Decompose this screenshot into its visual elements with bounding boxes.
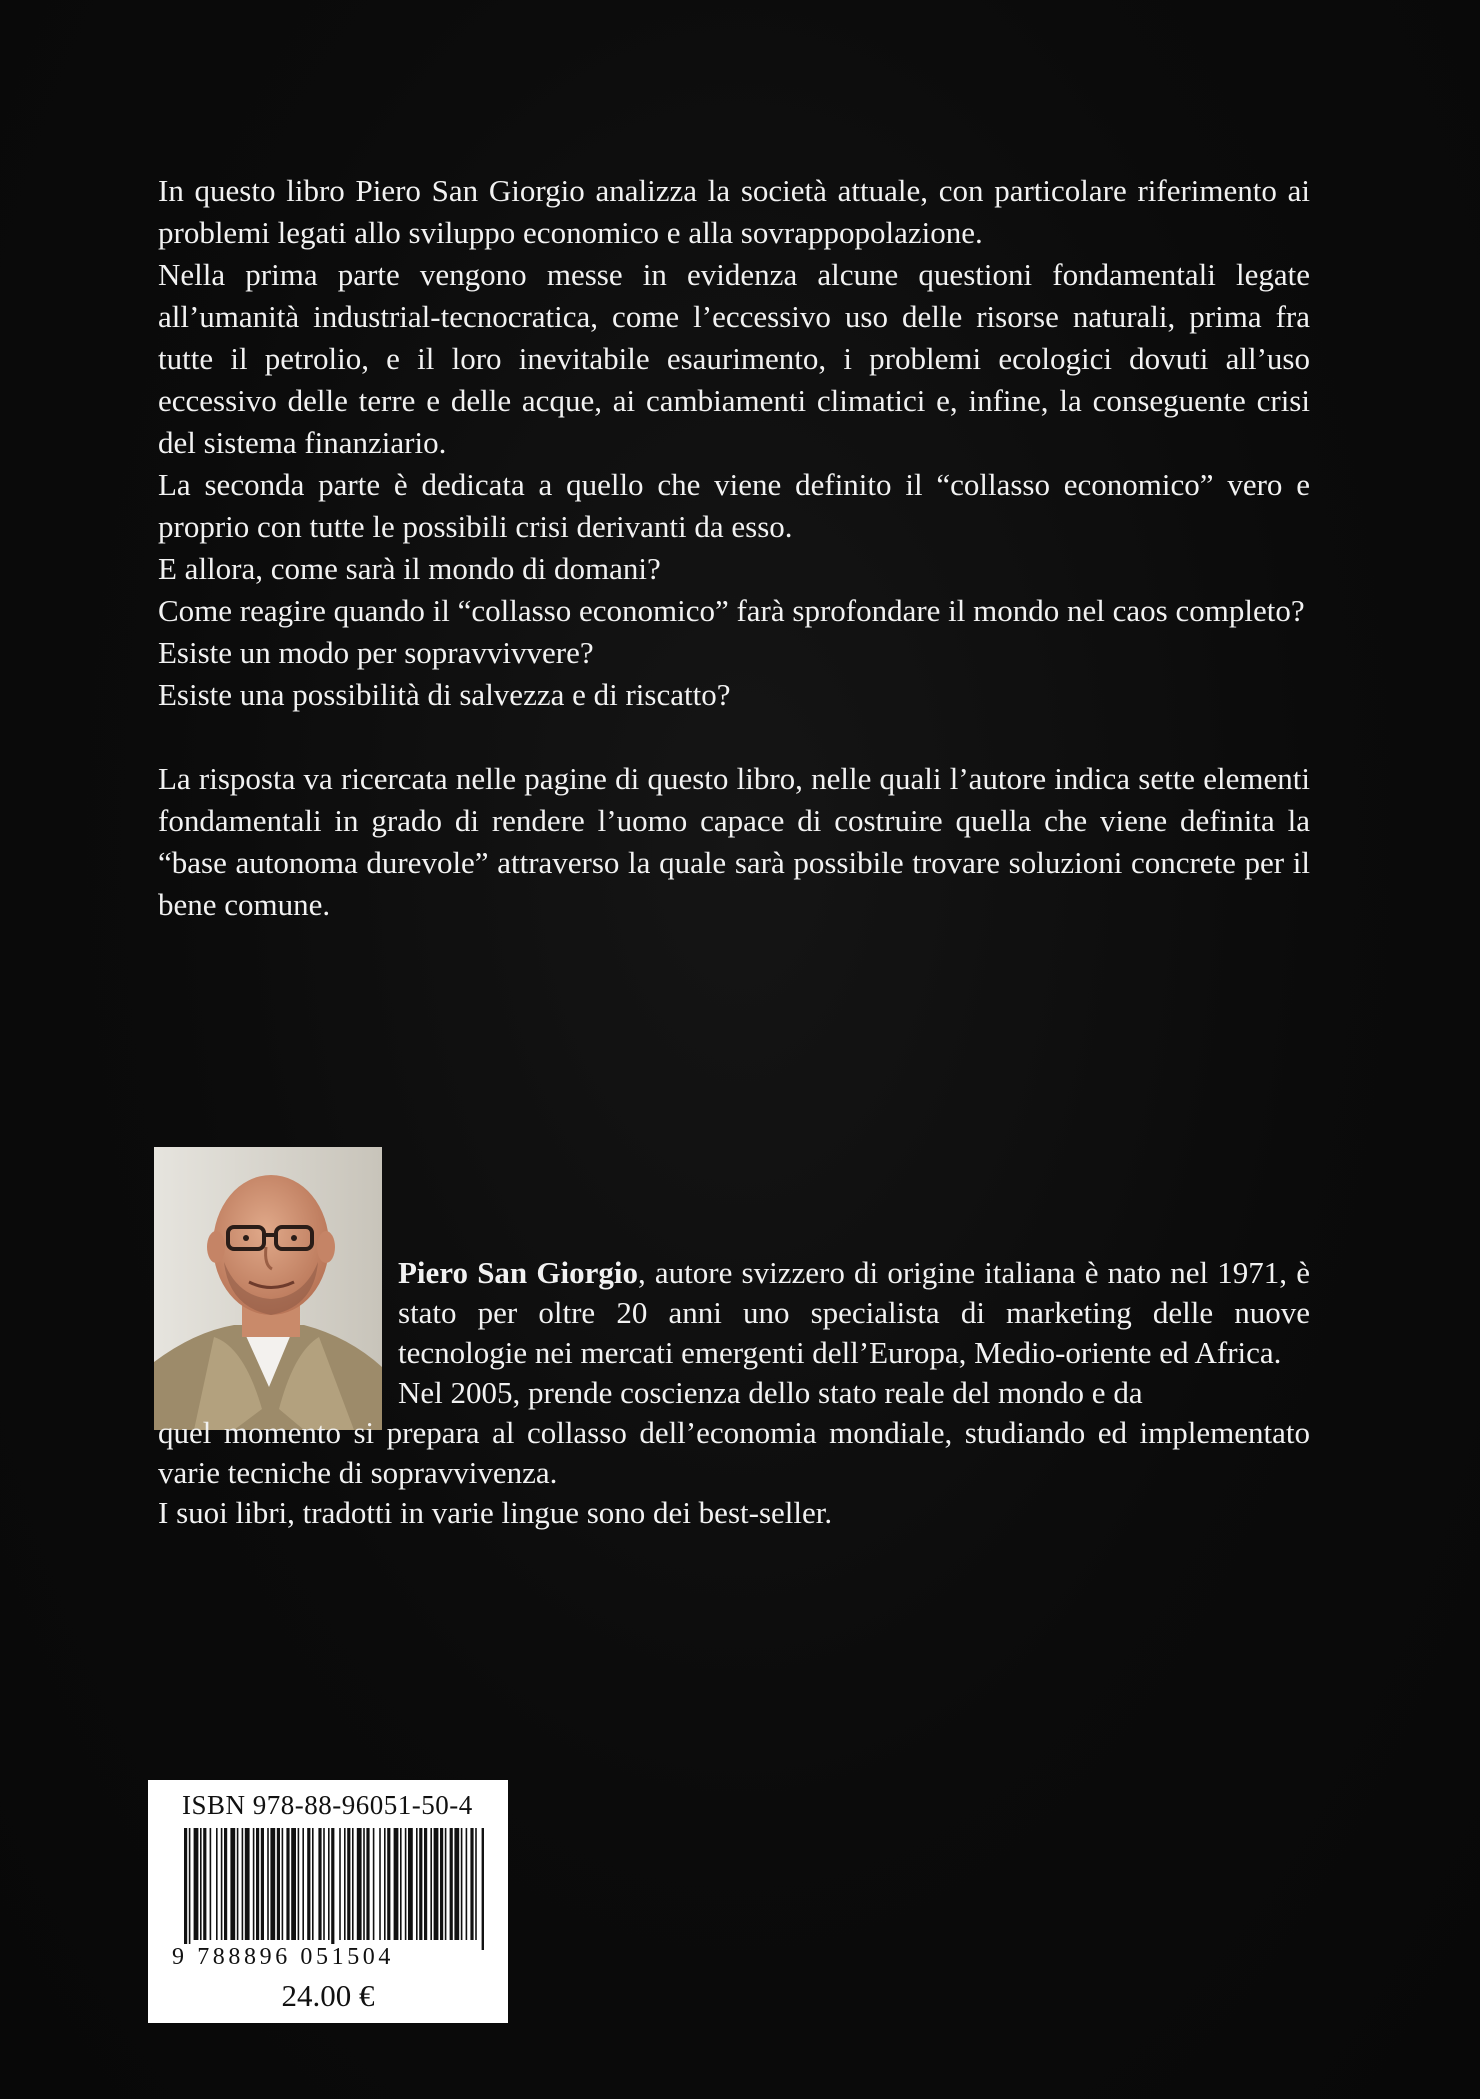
barcode-bar (466, 1828, 468, 1940)
barcode-bar (347, 1828, 350, 1940)
barcode-bar (405, 1828, 407, 1940)
barcode-bar (242, 1828, 244, 1940)
barcode-bar (416, 1828, 418, 1940)
barcode-bar (224, 1828, 227, 1940)
author-bio (158, 1253, 1310, 1533)
barcode-bar (286, 1828, 289, 1940)
barcode-bar (277, 1828, 280, 1940)
barcode-bar (261, 1828, 264, 1940)
barcode-bar (318, 1828, 321, 1940)
barcode-bar (470, 1828, 473, 1940)
barcode-bar (237, 1828, 239, 1940)
barcode-bar (328, 1828, 330, 1940)
author-bio-intro-text: , autore svizzero di origine italiana è nato nel 1971, è stato per oltre 20 anni uno specialista di marketing delle nuove tecnologie nei mercati emergenti dell’Europa, Medio-oriente ed Africa. (398, 1255, 1310, 1370)
barcode-label (148, 1780, 508, 2023)
synopsis-question: Esiste un modo per sopravvivvere? (158, 635, 594, 670)
barcode-bar (210, 1828, 212, 1940)
barcode-bar (482, 1828, 484, 1950)
barcode-bar (366, 1828, 369, 1940)
barcode-bar (302, 1828, 304, 1940)
barcode-bar (430, 1828, 432, 1940)
barcode-bar (291, 1828, 296, 1940)
barcode-bar (408, 1828, 413, 1940)
author-bio-line: Nel 2005, prende coscienza dello stato reale del mondo e da (398, 1375, 1143, 1410)
price-label: 24.00 € (281, 1978, 375, 2013)
barcode-bar (189, 1828, 191, 1950)
barcode-bar (384, 1828, 386, 1940)
barcode-bar (357, 1828, 362, 1940)
barcode-bar (379, 1828, 381, 1940)
barcode-bar (373, 1828, 375, 1940)
barcode-bar (461, 1828, 463, 1940)
barcode-bar (282, 1828, 284, 1940)
barcode-bar (253, 1828, 255, 1940)
barcode-bar (419, 1828, 422, 1940)
book-synopsis (158, 170, 1310, 926)
barcode-bar (475, 1828, 477, 1940)
barcode-bar (331, 1828, 334, 1950)
synopsis-question: Esiste una possibilità di salvezza e di riscatto? (158, 677, 731, 712)
author-bio-paragraph: quel momento si prepara al collasso dell’economia mondiale, studiando ed implementato varie tecniche di sopravvivenza. (158, 1415, 1310, 1490)
barcode-bar (221, 1828, 223, 1940)
barcode-bar (307, 1828, 310, 1940)
barcode-bar (445, 1828, 447, 1940)
barcode-bar (245, 1828, 250, 1940)
barcode-bar (387, 1828, 390, 1940)
synopsis-paragraph: In questo libro Piero San Giorgio analizza la società attuale, con particolare riferimento ai problemi legati allo sviluppo economico e alla sovrappopolazione. (158, 173, 1310, 250)
barcode-bar (400, 1828, 402, 1940)
synopsis-question: E allora, come sarà il mondo di domani? (158, 551, 661, 586)
barcode-bar (394, 1828, 399, 1940)
barcode-bar (339, 1828, 341, 1940)
barcode-bar (298, 1828, 300, 1940)
synopsis-paragraph: La seconda parte è dedicata a quello che viene definito il “collasso economico” vero e proprio con tutte le possibili crisi derivanti da esso. (158, 467, 1310, 544)
barcode-bar (216, 1828, 218, 1940)
synopsis-conclusion: La risposta va ricercata nelle pagine di questo libro, nelle quali l’autore indica sette elementi fondamentali in grado di rendere l’uomo capace di costruire quella che viene definita la “base autonoma durevole” attraverso la quale sarà possibile trovare soluzioni concrete per il bene comune. (158, 761, 1310, 922)
barcode-icon (184, 1828, 484, 1950)
ean-digits: 9 788896 051504 (172, 1944, 394, 1970)
synopsis-question: Come reagire quando il “collasso economico” farà sprofondare il mondo nel caos completo? (158, 593, 1305, 628)
author-bio-intro (398, 1253, 1310, 1373)
barcode-bar (230, 1828, 235, 1940)
synopsis-paragraph: Nella prima parte vengono messe in evidenza alcune questioni fondamentali legate all’umanità industrial-tecnocratica, come l’eccessivo uso delle risorse naturali, prima fra tutte il petrolio, e il loro inevitabile esaurimento, i problemi ecologici dovuti all’uso eccessivo delle terre e delle acque, ai cambiamenti climatici e, infine, la conseguente crisi del sistema finanziario. (158, 257, 1310, 460)
barcode-bar (267, 1828, 269, 1940)
barcode-bar (434, 1828, 439, 1940)
author-bio-paragraph: I suoi libri, tradotti in varie lingue sono dei best-seller. (158, 1495, 833, 1530)
barcode-bar (200, 1828, 202, 1940)
barcode-bar (424, 1828, 427, 1940)
barcode-bar (440, 1828, 443, 1940)
isbn-number: ISBN 978-88-96051-50-4 (182, 1790, 473, 1820)
barcode-bar (256, 1828, 259, 1940)
author-name: Piero San Giorgio (398, 1255, 638, 1290)
barcode-bar (194, 1828, 199, 1940)
barcode-bar (203, 1828, 206, 1940)
barcode-bar (344, 1828, 346, 1940)
barcode-bar (363, 1828, 365, 1940)
barcode-bar (352, 1828, 354, 1940)
barcode-bar (323, 1828, 325, 1940)
barcode-bar (270, 1828, 275, 1940)
barcode-bar (184, 1828, 187, 1950)
barcode-bar (312, 1828, 314, 1940)
barcode-bar (454, 1828, 459, 1940)
barcode-bar (450, 1828, 453, 1940)
